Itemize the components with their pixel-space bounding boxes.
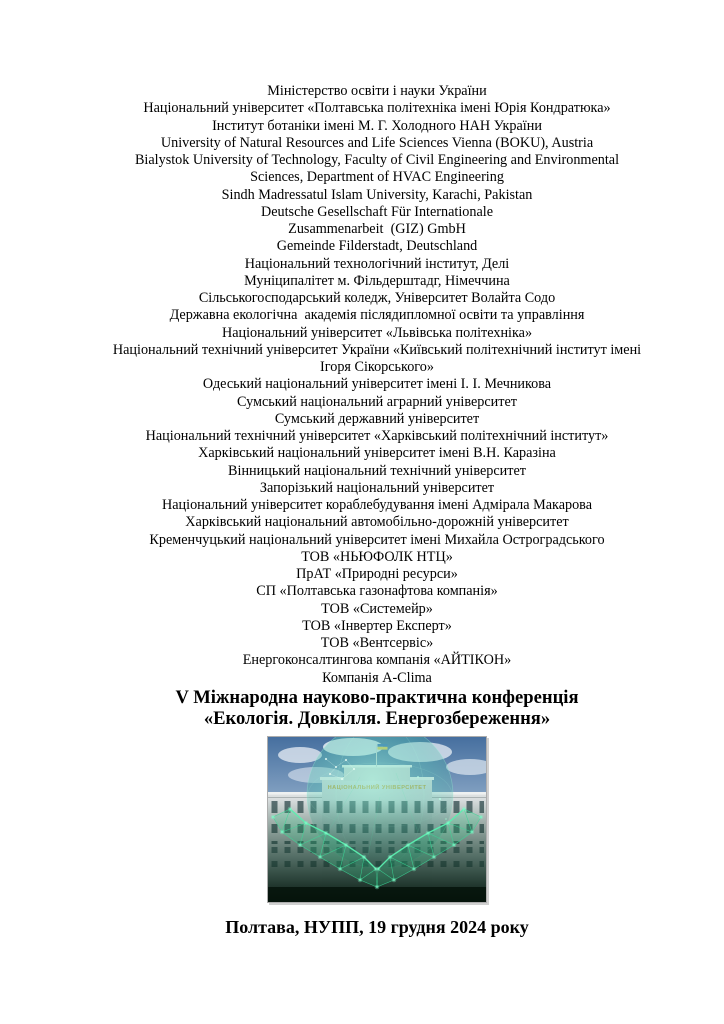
institution-line: Запорізький національний університет <box>259 479 495 496</box>
institution-line: University of Natural Resources and Life Sciences Vienna (BOKU), Austria <box>160 134 594 151</box>
institution-line: Державна екологічна академія післядипломної освіти та управління <box>169 307 585 324</box>
institution-line: Компанія A-Clima <box>322 669 432 686</box>
institution-line: ТОВ «НЬЮФОЛК НТЦ» <box>301 548 453 565</box>
institution-line: ТОВ «Системейр» <box>321 600 433 617</box>
institution-line: Кременчуцький національний університет імені Михайла Остроградського <box>149 531 605 548</box>
institution-line: Bialystok University of Technology, Faculty of Civil Engineering and Environmental <box>134 152 620 168</box>
institution-line: Сумський національний аграрний університет <box>237 393 517 410</box>
institution-line: Національний університет «Полтавська політехніка імені Юрія Кондратюка» <box>143 100 611 117</box>
title-page-content <box>103 83 651 937</box>
institution-line: Харківський національний автомобільно-дорожній університет <box>185 514 569 531</box>
institution-line: Sindh Madressatul Islam University, Karachi, Pakistan <box>221 186 533 203</box>
institution-line: СП «Полтавська газонафтова компанія» <box>256 583 498 600</box>
conference-date-location: Полтава, НУПП, 19 грудня 2024 року <box>225 916 529 937</box>
conference-cover-photo <box>267 736 487 903</box>
institution-line: ПрАТ «Природні ресурси» <box>296 566 458 582</box>
institution-line: Ігоря Сікорського» <box>320 359 434 375</box>
institution-line: Міністерство освіти і науки України <box>267 83 487 99</box>
institution-line: Національний технічний університет України «Київський політехнічний інститут імені <box>112 341 642 358</box>
institution-line: Сільськогосподарський коледж, Університет Волайта Содо <box>198 290 556 306</box>
institution-line: Deutsche Gesellschaft Für Internationale <box>260 203 494 220</box>
institution-line: Національний технічний університет «Харківський політехнічний інститут» <box>145 428 609 444</box>
institution-line: ТОВ «Інвертер Експерт» <box>302 617 452 634</box>
institution-line: Zusammenarbeit (GIZ) GmbH <box>288 221 466 237</box>
institution-line: Харківський національний університет імені В.Н. Каразіна <box>198 445 556 462</box>
institution-line: Національний університет кораблебудування імені Адмірала Макарова <box>162 497 592 513</box>
institution-line: Національний технологічний інститут, Делі <box>244 255 510 272</box>
institution-line: Sciences, Department of HVAC Engineering <box>250 169 504 186</box>
institution-line: ТОВ «Вентсервіс» <box>320 635 434 651</box>
institution-line: Муніципалітет м. Фільдерштадг, Німеччина <box>244 272 510 289</box>
institution-line: Gemeinde Filderstadt, Deutschland <box>276 238 478 255</box>
institution-line: Вінницький національний технічний університет <box>228 462 526 479</box>
conference-title-line2: «Екологія. Довкілля. Енергозбереження» <box>203 708 551 730</box>
institution-line: Сумський державний університет <box>274 410 480 427</box>
institution-line: Одеський національний університет імені І. І. Мечникова <box>202 376 552 393</box>
institution-line: Інститут ботаніки імені М. Г. Холодного НАН України <box>212 117 542 134</box>
conference-title-line1: V Міжнародна науково-практична конференція <box>175 686 579 708</box>
institution-line: Енергоконсалтингова компанія «АЙТІКОН» <box>242 652 512 669</box>
institution-line: Національний університет «Львівська політехніка» <box>221 324 533 341</box>
